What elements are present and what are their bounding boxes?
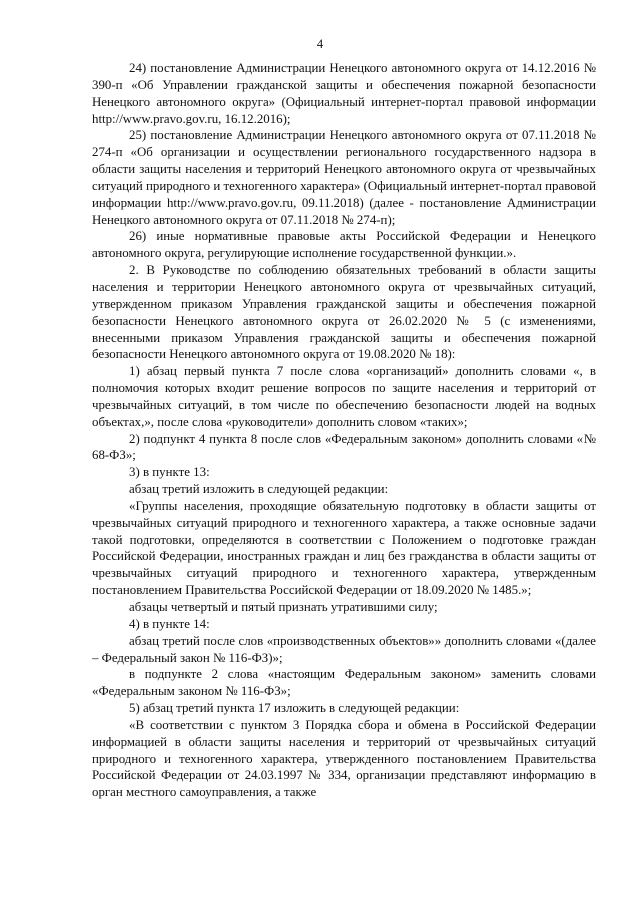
amendment-item: 3) в пункте 13: (129, 465, 210, 480)
quoted-text-paragraph: «Группы населения, проходящие обязательную подготовку в области защиты от чрезвычайных ситуаций природного и техногенного характера, а также основные задачи такой подготовки, определяются в соответствии с Положением о подготовке граждан Российской Федерации, иностранных граждан и лиц без гражданства в области защиты от чрезвычайных ситуаций природного и техногенного характера, утвержденным постановлением Правительства Российской Федерации от 18.09.2020 № 1485.»; (92, 498, 596, 598)
amendment-item: 1) абзац первый пункта 7 после слова «организаций» дополнить словами «, в полномочия которых входит решение вопросов по защите населения и территорий от чрезвычайных ситуаций, в том числе по обеспечению безопасности людей на водных объектах,», после слова «руководители» дополнить словом «таких»; (92, 364, 596, 429)
amendment-item: 5) абзац третий пункта 17 изложить в следующей редакции: (129, 701, 460, 716)
amendment-item: 4) в пункте 14: (129, 616, 210, 631)
amendment-item: 2) подпункт 4 пункта 8 после слов «Федеральным законом» дополнить словами «№ 68-ФЗ»; (92, 431, 596, 463)
amendment-subitem: абзац третий изложить в следующей редакции: (129, 482, 389, 497)
quoted-text-paragraph: «В соответствии с пунктом 3 Порядка сбора и обмена в Российской Федерации информацией в области защиты населения и территорий от чрезвычайных ситуаций природного и техногенного характера, утвержденного постановлением Правительства Российской Федерации от 24.03.1997 № 334, организации представляют информацию в орган местного самоуправления, а также (92, 717, 596, 800)
amendment-intro-paragraph: 2. В Руководстве по соблюдению обязательных требований в области защиты населения и территории Ненецкого автономного округа от чрезвычайных ситуаций, утвержденном приказом Управления гражданской защиты и обеспечения пожарной безопасности Ненецкого автономного округа от 26.02.2020 № 5 (с изменениями, внесенными приказом Управления гражданской защиты и обеспечения пожарной безопасности Ненецкого автономного округа от 19.08.2020 № 18): (92, 263, 596, 362)
document-body (92, 60, 596, 801)
page-number: 4 (316, 37, 324, 51)
list-item: 25) постановление Администрации Ненецкого автономного округа от 07.11.2018 № 274-п «Об организации и осуществлении регионального государственного надзора в области защиты населения и территорий Ненецкого автономного округа от чрезвычайных ситуаций природного и техногенного характера» (Официальный интернет-портал правовой информации http://www.pravo.gov.ru, 09.11.2018) (далее - постановление Администрации Ненецкого автономного округа от 07.11.2018 № 274-п); (92, 128, 596, 227)
amendment-subitem: абзацы четвертый и пятый признать утратившими силу; (129, 600, 438, 614)
amendment-subitem: в подпункте 2 слова «настоящим Федеральным законом» заменить словами «Федеральным законом № 116-ФЗ»; (92, 667, 596, 699)
list-item: 24) постановление Администрации Ненецкого автономного округа от 14.12.2016 № 390-п «Об Управлении гражданской защиты и обеспечения пожарной безопасности Ненецкого автономного округа» (Официальный интернет-портал правовой информации http://www.pravo.gov.ru, 16.12.2016); (92, 61, 596, 126)
amendment-subitem: абзац третий после слов «производственных объектов»» дополнить словами «(далее – Федеральный закон № 116-ФЗ)»; (92, 633, 596, 665)
list-item: 26) иные нормативные правовые акты Российской Федерации и Ненецкого автономного округа, регулирующие исполнение государственной функции.». (92, 229, 596, 261)
